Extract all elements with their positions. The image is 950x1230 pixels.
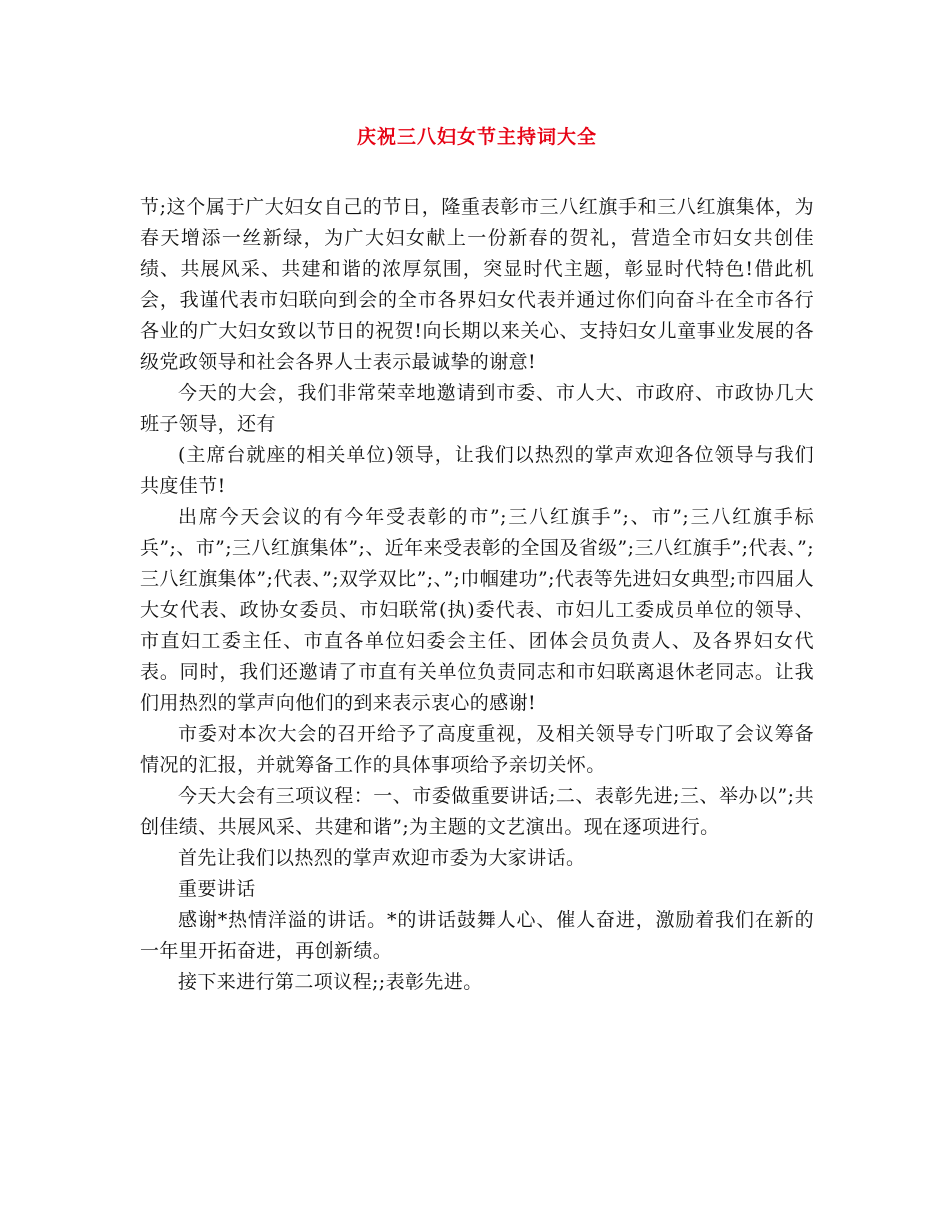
paragraph-heading: 重要讲话 [178, 878, 256, 900]
document-page [140, 122, 814, 998]
paragraph: 首先让我们以热烈的掌声欢迎市委为大家讲话。 [178, 847, 586, 869]
document-body [140, 192, 814, 998]
paragraph: 今天的大会，我们非常荣幸地邀请到市委、市人大、市政府、市政协几大班子领导，还有 [140, 382, 814, 435]
paragraph: 节;这个属于广大妇女自己的节日，隆重表彰市三八红旗手和三八红旗集体，为春天增添一丝新绿，为广大妇女献上一份新春的贺礼，营造全市妇女共创佳绩、共展风采、共建和谐的浓厚氛围，突显时代主题，彰显时代特色!借此机会，我谨代表市妇联向到会的全市各界妇女代表并通过你们向奋斗在全市各行各业的广大妇女致以节日的祝贺!向长期以来关心、支持妇女儿童事业发展的各级党政领导和社会各界人士表示最诚挚的谢意! [140, 196, 814, 373]
paragraph: 接下来进行第二项议程;;表彰先进。 [178, 971, 483, 993]
paragraph: 感谢*热情洋溢的讲话。*的讲话鼓舞人心、催人奋进，激励着我们在新的一年里开拓奋进，再创新绩。 [140, 909, 814, 962]
paragraph: 出席今天会议的有今年受表彰的市”;三八红旗手”;、市”;三八红旗手标兵”;、市”;三八红旗集体”;、近年来受表彰的全国及省级”;三八红旗手”;代表、”;三八红旗集体”;代表、”;双学双比”;、”;巾帼建功”;代表等先进妇女典型;市四届人大女代表、政协女委员、市妇联常(执)委代表、市妇儿工委成员单位的领导、市直妇工委主任、市直各单位妇委会主任、团体会员负责人、及各界妇女代表。同时，我们还邀请了市直有关单位负责同志和市妇联离退休老同志。让我们用热烈的掌声向他们的到来表示衷心的感谢! [140, 506, 814, 714]
paragraph: 市委对本次大会的召开给予了高度重视，及相关领导专门听取了会议筹备情况的汇报，并就筹备工作的具体事项给予亲切关怀。 [140, 723, 814, 776]
document-title: 庆祝三八妇女节主持词大全 [356, 126, 597, 148]
paragraph: (主席台就座的相关单位)领导，让我们以热烈的掌声欢迎各位领导与我们共度佳节! [140, 444, 814, 497]
paragraph: 今天大会有三项议程：一、市委做重要讲话;二、表彰先进;三、举办以”;共创佳绩、共展风采、共建和谐”;为主题的文艺演出。现在逐项进行。 [140, 785, 814, 838]
